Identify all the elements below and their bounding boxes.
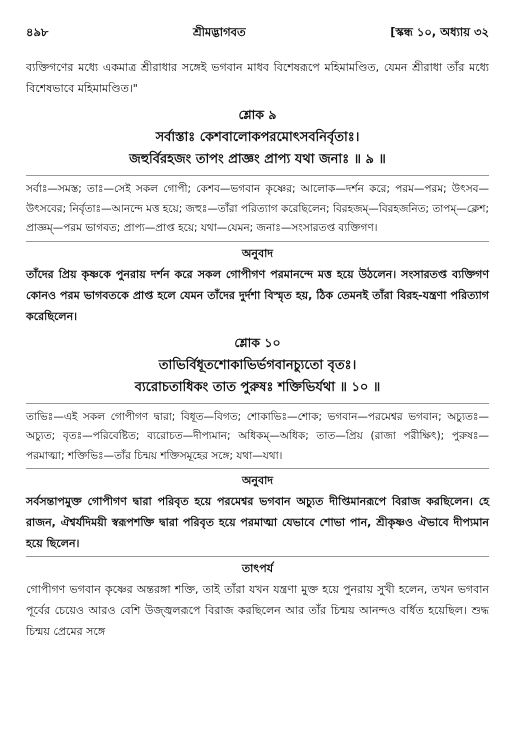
verse-10-purport: গোপীগণ ভগবান কৃষ্ণের অন্তরঙ্গা শক্তি, তাই তাঁরা যখন যন্ত্রণা মুক্ত হয়ে পুনরায় সুখী হলেন, তখন ভগবান পূর্বের চেয়েও আরও বেশি উজ্জ্বলরূপে বিরাজ করছিলেন আর তাঁর চিন্ময় আনন্দও বর্ধিত হয়েছিল। শুদ্ধ চিন্ময় প্রেমের সঙ্গে bbox=[26, 583, 489, 638]
chapter-reference: [স্কন্ধ ১০, অধ্যায় ৩২ bbox=[390, 25, 489, 39]
verse-9-line-1: সর্বাস্তাঃ কেশবালোকপরমোৎসবনির্বৃতাঃ। bbox=[155, 130, 360, 145]
verse-10-title: শ্লোক ১০ bbox=[234, 334, 281, 350]
intro-paragraph: ব্যক্তিগণের মধ্যে একমাত্র শ্রীরাধার সঙ্গেই ভগবান মাধব বিশেষরূপে মহিমামণ্ডিত, যেমন শ্রীরাধা তাঁর মধ্যে বিশেষভাবে মহিমামণ্ডিত।" bbox=[26, 61, 489, 95]
verse-10-synonyms: তাভিঃ—এই সকল গোপীগণ দ্বারা; বিধূত—বিগত; শোকাভিঃ—শোক; ভগবান—পরমেশ্বর ভগবান; অচ্যুতঃ—অচ্যুত; বৃতঃ—পরিবেষ্টিত; ব্যরোচত—দীপ্যমান; অধিকম্—অধিক; তাত—প্রিয় (রাজা পরীক্ষিৎ); পুরুষঃ—পরমাত্মা; শক্তিভিঃ—তাঁর চিন্ময় শক্তিসমূহের সঙ্গে; যথা—যথা। bbox=[26, 403, 489, 467]
book-title: শ্রীমদ্ভাগবত bbox=[192, 25, 246, 39]
verse-10-translation-heading: অনুবাদ bbox=[26, 468, 489, 491]
page-header bbox=[26, 24, 489, 43]
verse-9-synonyms: সর্বাঃ—সমস্ত; তাঃ—সেই সকল গোপী; কেশব—ভগবান কৃষ্ণের; আলোক—দর্শন করে; পরম—পরম; উৎসব—উৎসবের; নির্বৃতাঃ—আনন্দে মত্ত হয়ে; জহুঃ—তাঁরা পরিত্যাগ করেছিলেন; বিরহজম্—বিরহজনিত; তাপম্—ক্লেশ; প্রাজ্ঞম্—পরম ভাগবত; প্রাপ্য—প্রাপ্ত হয়ে; যথা—যেমন; জনাঃ—সংসারতপ্ত ব্যক্তিগণ। bbox=[26, 175, 489, 239]
verse-9-title: শ্লোক ৯ bbox=[238, 107, 277, 122]
page-number: ৪৯৮ bbox=[26, 25, 49, 39]
verse-10-section bbox=[26, 335, 489, 643]
verse-9-section bbox=[26, 107, 489, 327]
verse-10-purport-heading: তাৎপর্য bbox=[26, 556, 489, 579]
verse-9-translation: তাঁদের প্রিয় কৃষ্ণকে পুনরায় দর্শন করে সকল গোপীগণ পরমানন্দে মত্ত হয়ে উঠলেন। সংসারতপ্ত ব্যক্তিগণ কোনও পরম ভাগবতকে প্রাপ্ত হলে যেমন তাঁদের দুর্দশা বিস্মৃত হয়, ঠিক তেমনই তাঁরা বিরহ-যন্ত্রণা পরিত্যাগ করেছিলেন। bbox=[26, 267, 489, 323]
verse-9-translation-heading: অনুবাদ bbox=[26, 241, 489, 264]
verse-10-line-1: তাভির্বিধূতশোকাভির্ভগবানচ্যুতো বৃতঃ। bbox=[158, 357, 357, 373]
verse-9-line-2: জহুর্বিরহজং তাপং প্রাজ্ঞং প্রাপ্য যথা জনাঃ ॥ ৯ ॥ bbox=[129, 152, 386, 167]
verse-10-line-2: ব্যরোচতাধিকং তাত পুরুষঃ শক্তিভির্যথা ॥ ১০ ॥ bbox=[134, 379, 381, 395]
verse-10-translation: সর্বসন্তাপমুক্ত গোপীগণ দ্বারা পরিবৃত হয়ে পরমেশ্বর ভগবান অচ্যুত দীপ্তিমানরূপে বিরাজ করছিলেন। হে রাজন, ঐশ্বর্যদিময়ী স্বরূপশক্তি দ্বারা পরিবৃত হয়ে পরমাত্মা যেভাবে শোভা পান, শ্রীকৃষ্ণও ঐভাবে দীপ্যমান হয়ে ছিলেন। bbox=[26, 495, 489, 550]
